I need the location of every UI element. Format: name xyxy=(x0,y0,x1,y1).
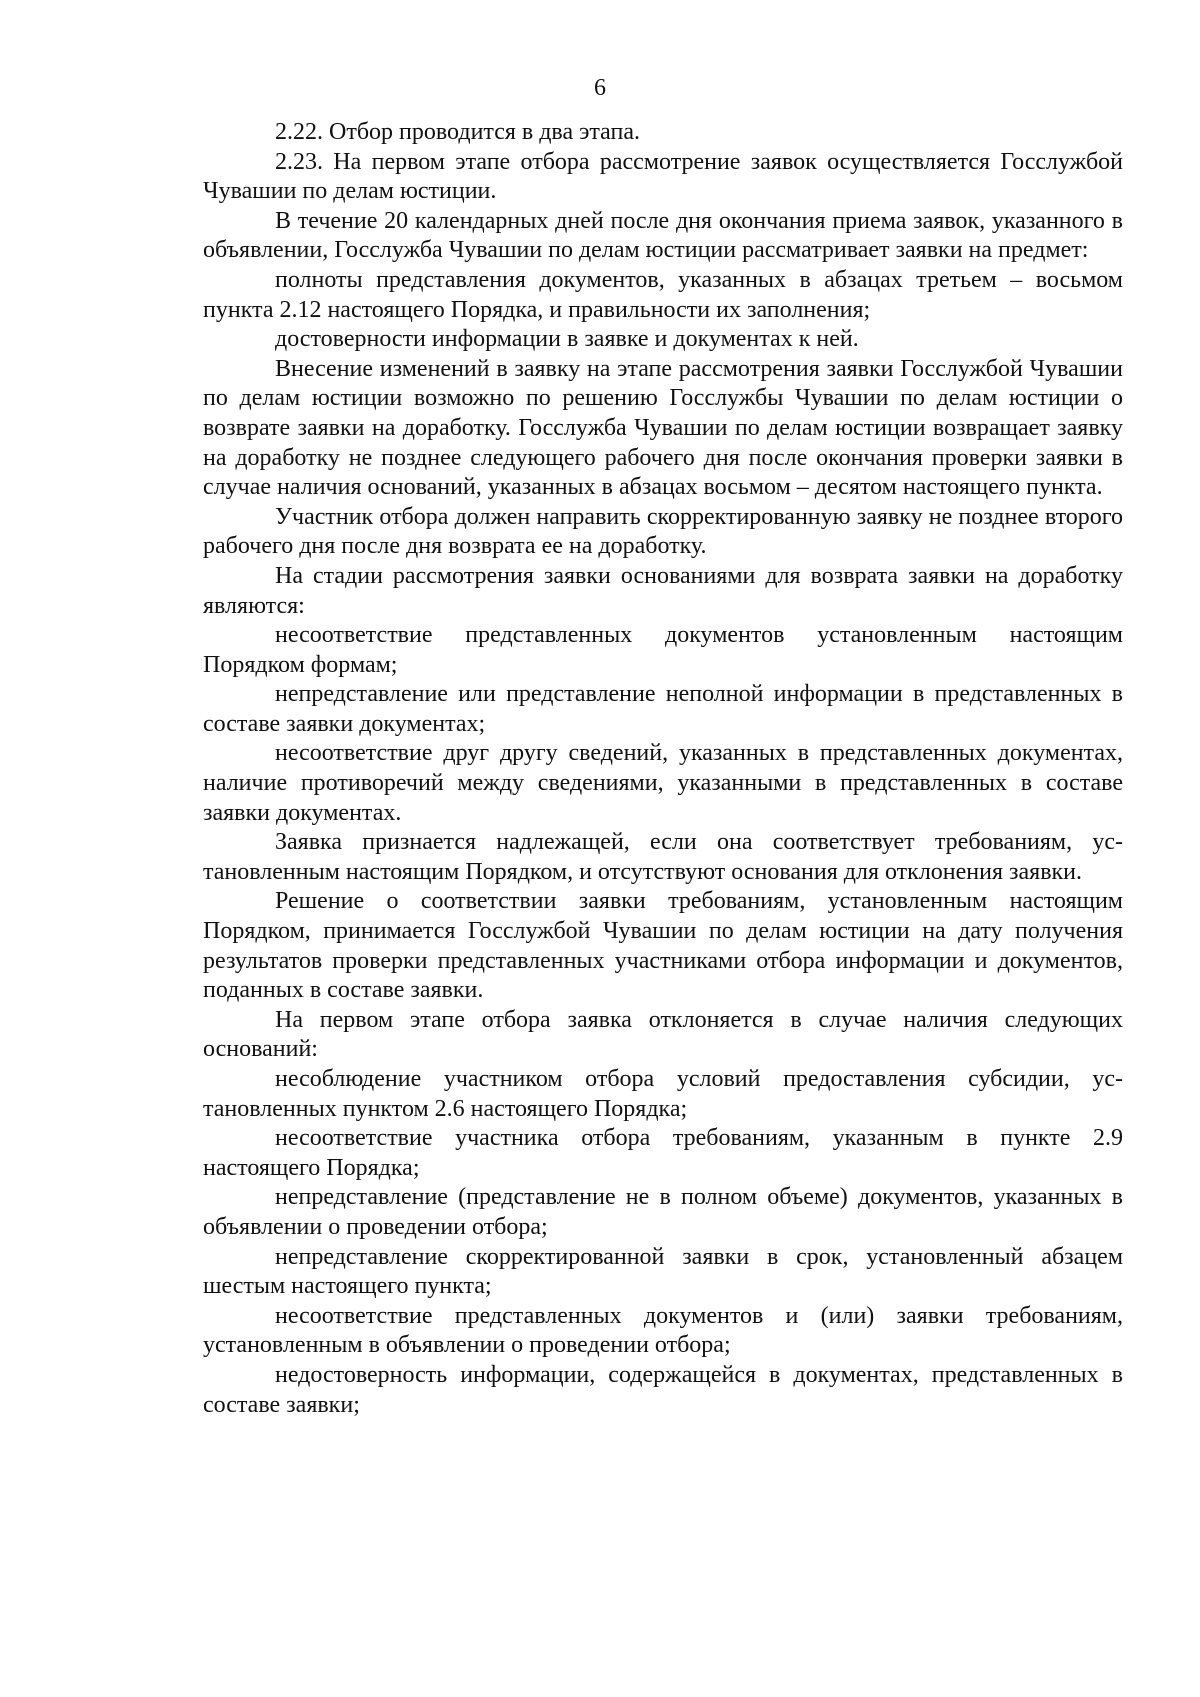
paragraph: Решение о соответствии заявки требованиям, установленным настоящим Порядком, принимается Госслужбой Чувашии по делам юстиции на дату получения результатов проверки представленных участниками отбора информации и документов, поданных в составе заявки. xyxy=(203,888,1123,1004)
paragraph: достоверности информации в заявке и документах к ней. xyxy=(275,326,859,353)
paragraph: несоответствие представленных документов установленным настоящим Порядком формам; xyxy=(203,622,1123,678)
paragraph: 2.22. Отбор проводится в два этапа. xyxy=(275,119,641,145)
paragraph: На стадии рассмотрения заявки основаниями для возврата заявки на доработку являются: xyxy=(203,562,1123,619)
paragraph: несоответствие друг другу сведений, указанных в представленных документах, наличие противоречий между сведениями, указанными в представленных в составе заявки документах. xyxy=(203,740,1123,826)
paragraph: 2.23. На первом этапе отбора рассмотрение заявок осуществляется Госслужбой Чувашии по делам юстиции. xyxy=(203,148,1123,205)
paragraph: несоблюдение участником отбора условий предоставления субсидии, установленных пунктом 2.6 настоящего Порядка; xyxy=(203,1066,1123,1122)
paragraph: непредставление или представление неполной информации в представленных в составе заявки документах; xyxy=(203,681,1123,737)
page-number: 6 xyxy=(594,75,606,101)
paragraph: несоответствие участника отбора требованиям, указанным в пункте 2.9 настоящего Порядка; xyxy=(203,1125,1123,1181)
paragraph: полноты представления документов, указанных в абзацах третьем – восьмом пункта 2.12 настоящего Порядка, и правильности их заполнения; xyxy=(203,266,1123,323)
paragraph: Заявка признается надлежащей, если она соответствует требованиям, установленным настоящим Порядком, и отсутствуют основания для отклонения заявки. xyxy=(203,829,1123,885)
paragraph: В течение 20 календарных дней после дня окончания приема заявок, указанного в объявлении, Госслужба Чувашии по делам юстиции рассматривает заявки на предмет: xyxy=(203,207,1123,264)
paragraph: На первом этапе отбора заявка отклоняется в случае наличия следующих оснований: xyxy=(203,1006,1123,1063)
paragraph: Внесение изменений в заявку на этапе рассмотрения заявки Госслужбой Чувашии по делам юстиции возможно по решению Госслужбы Чувашии по делам юстиции о возврате заявки на доработку. Госслужба Чувашии по делам юстиции возвращает заявку на доработку не позднее следующего рабочего дня после окончания проверки заявки в случае наличия оснований, указанных в абзацах восьмом – десятом настоящего пункта. xyxy=(203,355,1123,501)
paragraph: несоответствие представленных документов и (или) заявки требованиям, установленным в объявлении о проведении отбора; xyxy=(203,1302,1123,1359)
paragraph: недостоверность информации, содержащейся в документах, представленных в составе заявки; xyxy=(203,1361,1123,1418)
document-body xyxy=(203,118,1123,1420)
paragraph: непредставление скорректированной заявки в срок, установленный абзацем шестым настоящего пункта; xyxy=(203,1243,1123,1300)
paragraph: Участник отбора должен направить скорректированную заявку не позднее второго рабочего дня после дня возврата ее на доработку. xyxy=(203,503,1123,560)
paragraph: непредставление (представление не в полном объеме) документов, указанных в объявлении о проведении отбора; xyxy=(203,1184,1123,1240)
